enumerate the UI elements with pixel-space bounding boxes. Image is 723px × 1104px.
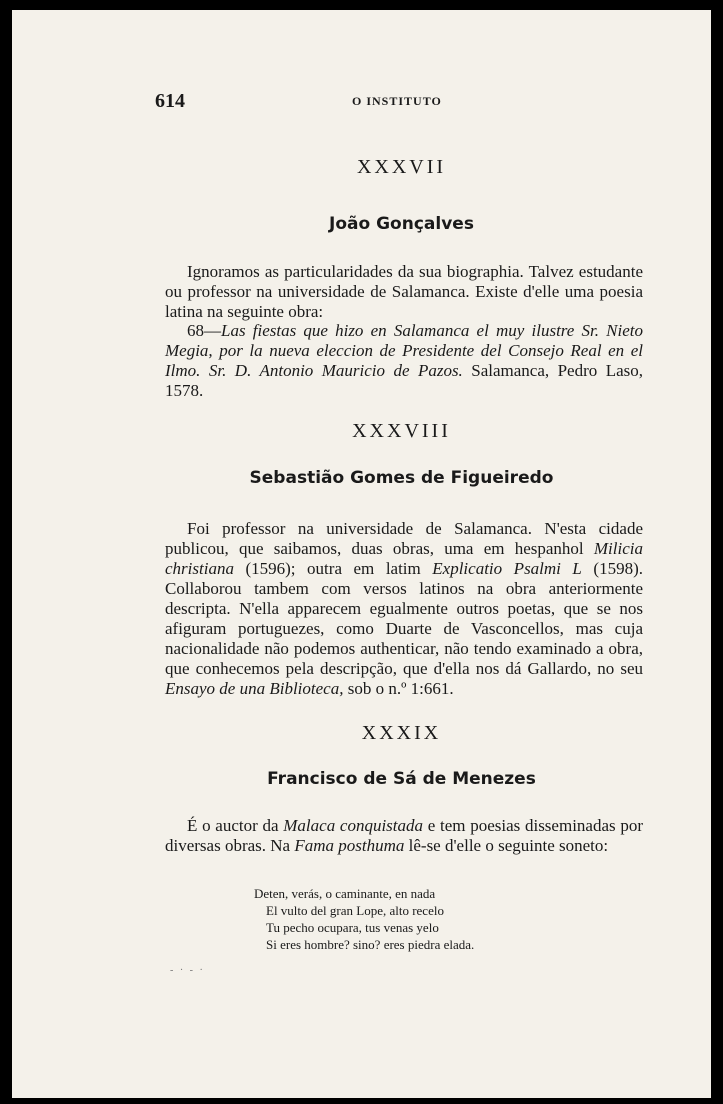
paragraph-text: sob o n.º 1:661. xyxy=(343,679,454,698)
verse-line: Deten, verás, o caminante, en nada xyxy=(254,886,436,901)
section-numeral: XXXIX xyxy=(361,722,442,744)
bibliography-entry xyxy=(165,321,643,401)
work-title: Malaca conquistada xyxy=(283,816,424,835)
section-name: Francisco de Sá de Menezes xyxy=(267,769,536,789)
paragraph-text: Ignoramos as particularidades da sua biographia. Talvez estudante ou professor na universidade de Salamanca. Existe d'elle uma poesia latina na seguinte obra: xyxy=(165,262,643,321)
page xyxy=(12,10,711,1098)
ink-speck: - · - · xyxy=(170,965,205,976)
paragraph-text: lê-se d'elle o seguinte soneto: xyxy=(404,836,609,855)
paragraph-text: Foi professor na universidade de Salamanca. N'esta cidade publicou, que saibamos, duas obras, uma em hespanhol xyxy=(165,519,643,558)
section-name: Sebastião Gomes de Figueiredo xyxy=(249,468,554,488)
paragraph xyxy=(165,816,643,856)
verse-line: El vulto del gran Lope, alto recelo xyxy=(266,903,444,918)
paragraph-text: e tem poesias disseminadas por diversas obras. Na xyxy=(165,816,643,855)
paragraph xyxy=(165,519,643,699)
entry-imprint: Salamanca, Pedro Laso, 1578. xyxy=(165,361,643,400)
running-title: O INSTITUTO xyxy=(352,94,442,108)
paragraph xyxy=(165,262,643,322)
section-name: João Gonçalves xyxy=(329,214,474,234)
entry-title: Las fiestas que hizo en Salamanca el muy ilustre Sr. Nieto Megia, por la nueva eleccion de Presidente del Consejo Real en el Ilmo. Sr. D. Antonio Mauricio de Pazos. xyxy=(165,321,643,380)
paragraph-text: (1596); outra em latim xyxy=(233,559,433,578)
entry-number: 68— xyxy=(187,321,221,340)
verse-line: Si eres hombre? sino? eres piedra elada. xyxy=(266,937,475,952)
paragraph-text: É o auctor da xyxy=(187,816,284,835)
verse-line: Tu pecho ocupara, tus venas yelo xyxy=(266,920,439,935)
paragraph-text: (1598). Collaborou tambem com versos latinos na obra anteriormente descripta. N'ella apparecem egualmente outros poetas, que se nos afiguram portuguezes, como Duarte de Vasconcellos, mas cuja nacionalidade não podemos authenticar, não tendo examinado a obra, que conhecemos pela descripção, que d'ella nos dá Gallardo, no seu xyxy=(165,559,643,678)
section-numeral: XXXVIII xyxy=(352,420,451,442)
section-numeral: XXXVII xyxy=(356,156,447,178)
work-title: Milicia christiana xyxy=(165,539,643,578)
work-title: Explicatio Psalmi L xyxy=(432,559,582,578)
sonnet-verse xyxy=(254,885,474,953)
work-title: Fama posthuma xyxy=(294,836,405,855)
work-title: Ensayo de una Biblioteca, xyxy=(165,679,344,698)
page-number: 614 xyxy=(155,90,185,112)
